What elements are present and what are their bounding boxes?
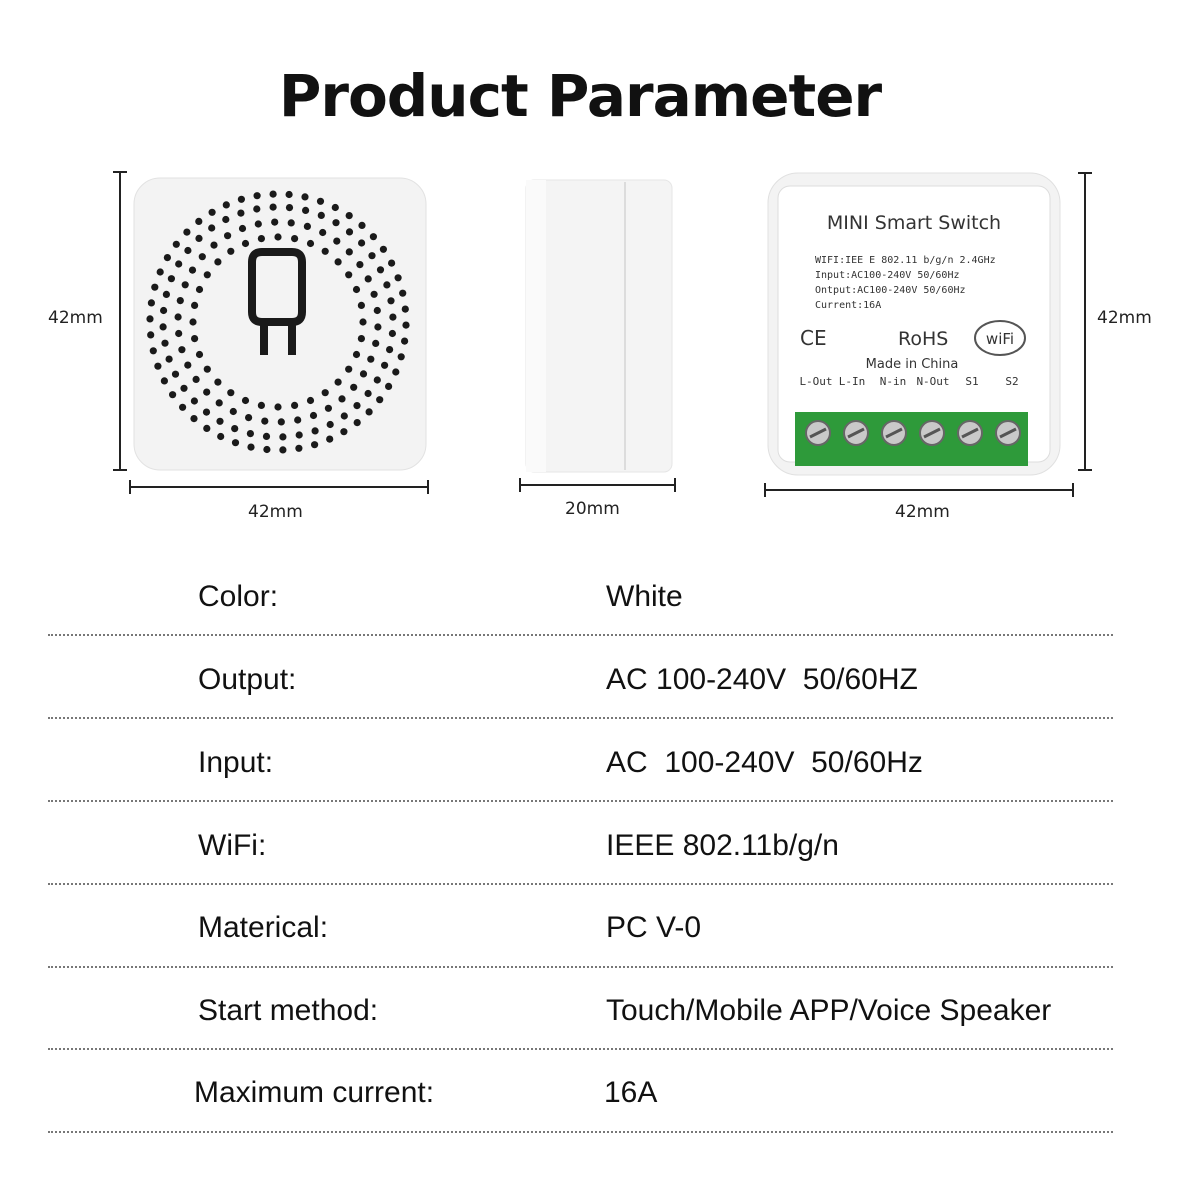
speaker-dot: [286, 204, 293, 211]
speaker-dot: [353, 351, 360, 358]
speaker-dot: [317, 198, 324, 205]
speaker-dot: [374, 323, 381, 330]
speaker-dot: [191, 335, 198, 342]
speaker-dot: [392, 368, 399, 375]
speaker-dot: [146, 315, 153, 322]
speaker-dot: [338, 395, 345, 402]
speaker-dot: [177, 297, 184, 304]
speaker-dot: [333, 238, 340, 245]
speaker-dot: [386, 346, 393, 353]
speaker-dot: [238, 196, 245, 203]
speaker-dot: [353, 286, 360, 293]
speaker-dot: [332, 219, 339, 226]
speaker-dot: [173, 241, 180, 248]
speaker-dot: [230, 408, 237, 415]
terminal-label: L-Out: [799, 375, 833, 388]
speaker-dot: [237, 210, 244, 217]
screw-icon: [996, 421, 1020, 445]
speaker-dot: [175, 313, 182, 320]
speaker-dot: [376, 396, 383, 403]
row-divider: [48, 800, 1113, 802]
speaker-dot: [345, 271, 352, 278]
spec-label-color: Color:: [198, 580, 279, 613]
speaker-dot: [214, 258, 221, 265]
speaker-dot: [270, 204, 277, 211]
device-output-line: Ontput:AC100-240V 50/60Hz: [815, 285, 966, 296]
speaker-dot: [274, 233, 281, 240]
speaker-dot: [157, 268, 164, 275]
speaker-dot: [304, 223, 311, 230]
speaker-dot: [377, 266, 384, 273]
made-in-label: Made in China: [865, 357, 959, 372]
speaker-dot: [208, 224, 215, 231]
speaker-dot: [358, 335, 365, 342]
speaker-dot: [253, 205, 260, 212]
speaker-dot: [199, 253, 206, 260]
speaker-dot: [389, 314, 396, 321]
speaker-dot: [263, 433, 270, 440]
speaker-dot: [164, 254, 171, 261]
speaker-dot: [261, 418, 268, 425]
front-height-dimension: 42mm: [48, 308, 103, 328]
wifi-badge-icon: [975, 321, 1025, 355]
rohs-mark: RoHS: [898, 328, 949, 350]
speaker-dot: [358, 239, 365, 246]
terminal-label: S2: [1005, 375, 1019, 388]
spec-label-max-current: Maximum current:: [194, 1076, 435, 1109]
speaker-dot: [374, 307, 381, 314]
speaker-dot: [150, 347, 157, 354]
screw-icon: [958, 421, 982, 445]
speaker-dot: [175, 260, 182, 267]
speaker-dot: [327, 421, 334, 428]
ce-mark: CE: [800, 326, 827, 350]
speaker-dot: [222, 216, 229, 223]
speaker-dot: [172, 371, 179, 378]
speaker-dot: [203, 389, 210, 396]
speaker-dot: [326, 436, 333, 443]
speaker-dot: [341, 412, 348, 419]
speaker-dot: [383, 281, 390, 288]
speaker-dot: [350, 384, 357, 391]
speaker-dot: [335, 258, 342, 265]
speaker-dot: [189, 318, 196, 325]
speaker-dot: [402, 306, 409, 313]
speaker-dot: [204, 271, 211, 278]
speaker-dot: [372, 340, 379, 347]
speaker-dot: [322, 389, 329, 396]
speaker-dot: [227, 389, 234, 396]
speaker-dot: [254, 192, 261, 199]
speaker-dot: [263, 446, 270, 453]
terminal-label: N-Out: [916, 375, 950, 388]
speaker-dot: [307, 240, 314, 247]
speaker-dot: [151, 284, 158, 291]
speaker-dot: [224, 232, 231, 239]
speaker-dot: [398, 353, 405, 360]
spec-value-output: AC 100-240V 50/60HZ: [606, 663, 918, 696]
speaker-dot: [214, 379, 221, 386]
speaker-dot: [311, 441, 318, 448]
speaker-dot: [301, 193, 308, 200]
terminal-label: L-In: [838, 375, 866, 388]
speaker-dot: [227, 248, 234, 255]
speaker-dot: [365, 275, 372, 282]
front-width-dimension: 42mm: [248, 502, 303, 522]
speaker-dot: [166, 356, 173, 363]
speaker-dot: [175, 330, 182, 337]
speaker-dot: [318, 212, 325, 219]
speaker-dot: [209, 209, 216, 216]
speaker-dot: [179, 404, 186, 411]
device-wifi-line: WIFI:IEE E 802.11 b/g/n 2.4GHz: [815, 255, 996, 266]
spec-value-material: PC V-0: [606, 911, 702, 944]
speaker-dot: [312, 427, 319, 434]
screw-icon: [844, 421, 868, 445]
speaker-dot: [148, 299, 155, 306]
speaker-dot: [193, 376, 200, 383]
speaker-dot: [195, 235, 202, 242]
speaker-dot: [380, 246, 387, 253]
speaker-dot: [190, 415, 197, 422]
speaker-dot: [258, 235, 265, 242]
speaker-dot: [161, 377, 168, 384]
speaker-dot: [216, 418, 223, 425]
speaker-dot: [358, 302, 365, 309]
row-divider: [48, 1048, 1113, 1050]
speaker-dot: [278, 418, 285, 425]
device-input-line: Input:AC100-240V 50/60Hz: [815, 270, 960, 281]
speaker-dot: [271, 219, 278, 226]
speaker-dot: [184, 362, 191, 369]
speaker-dot: [231, 425, 238, 432]
speaker-dot: [319, 229, 326, 236]
speaker-dot: [191, 397, 198, 404]
speaker-dot: [370, 233, 377, 240]
side-device-body: [526, 180, 672, 472]
speaker-dot: [203, 409, 210, 416]
speaker-dot: [180, 385, 187, 392]
speaker-dot: [270, 191, 277, 198]
speaker-dot: [310, 412, 317, 419]
spec-value-color: White: [606, 580, 683, 613]
speaker-dot: [232, 439, 239, 446]
speaker-dot: [291, 402, 298, 409]
speaker-dot: [178, 346, 185, 353]
row-divider: [48, 634, 1113, 636]
speaker-dot: [401, 338, 408, 345]
spec-value-start-method: Touch/Mobile APP/Voice Speaker: [606, 994, 1052, 1027]
speaker-dot: [210, 242, 217, 249]
speaker-dot: [239, 225, 246, 232]
speaker-dot: [242, 240, 249, 247]
terminal-block: [795, 412, 1028, 466]
speaker-dot: [183, 229, 190, 236]
speaker-dot: [247, 444, 254, 451]
speaker-dot: [154, 363, 161, 370]
back-width-dimension: 42mm: [895, 502, 950, 522]
screw-icon: [920, 421, 944, 445]
back-view: [765, 173, 1092, 497]
speaker-dot: [247, 430, 254, 437]
speaker-dot: [371, 291, 378, 298]
speaker-dot: [325, 405, 332, 412]
speaker-dot: [346, 212, 353, 219]
svg-text:wiFi: wiFi: [985, 330, 1015, 348]
speaker-dot: [274, 403, 281, 410]
speaker-dot: [295, 445, 302, 452]
back-height-dimension: 42mm: [1097, 308, 1152, 328]
speaker-dot: [302, 207, 309, 214]
speaker-dot: [388, 260, 395, 267]
speaker-dot: [169, 391, 176, 398]
speaker-dot: [354, 419, 361, 426]
row-divider: [48, 1131, 1113, 1133]
speaker-dot: [160, 307, 167, 314]
device-name-label: MINI Smart Switch: [826, 212, 1002, 234]
spec-label-output: Output:: [198, 663, 297, 696]
speaker-dot: [258, 402, 265, 409]
row-divider: [48, 966, 1113, 968]
speaker-dot: [168, 275, 175, 282]
terminal-label: N-in: [879, 375, 907, 388]
speaker-dot: [359, 318, 366, 325]
speaker-dot: [195, 218, 202, 225]
speaker-dot: [399, 290, 406, 297]
speaker-dot: [322, 248, 329, 255]
device-current-line: Current:16A: [815, 300, 882, 311]
speaker-dot: [160, 323, 167, 330]
speaker-dot: [366, 408, 373, 415]
row-divider: [48, 883, 1113, 885]
speaker-dot: [147, 331, 154, 338]
speaker-dot: [340, 428, 347, 435]
speaker-dot: [389, 330, 396, 337]
speaker-dot: [161, 340, 168, 347]
speaker-dot: [296, 431, 303, 438]
speaker-dot: [346, 248, 353, 255]
speaker-dot: [196, 351, 203, 358]
speaker-dot: [368, 252, 375, 259]
speaker-dot: [217, 433, 224, 440]
speaker-dot: [356, 261, 363, 268]
speaker-dot: [360, 370, 367, 377]
spec-label-material: Materical:: [198, 911, 329, 944]
speaker-dot: [184, 247, 191, 254]
speaker-dot: [204, 366, 211, 373]
speaker-dot: [365, 390, 372, 397]
speaker-dot: [288, 219, 295, 226]
speaker-dot: [294, 416, 301, 423]
speaker-dot: [332, 204, 339, 211]
side-view: [520, 180, 675, 492]
speaker-dot: [191, 302, 198, 309]
speaker-dot: [387, 297, 394, 304]
row-divider: [48, 717, 1113, 719]
speaker-dot: [291, 235, 298, 242]
speaker-dot: [358, 222, 365, 229]
speaker-dot: [163, 291, 170, 298]
speaker-dot: [189, 267, 196, 274]
speaker-dot: [335, 379, 342, 386]
screw-icon: [882, 421, 906, 445]
speaker-dot: [279, 446, 286, 453]
spec-value-wifi: IEEE 802.11b/g/n: [606, 829, 839, 862]
speaker-dot: [402, 322, 409, 329]
speaker-dot: [381, 362, 388, 369]
speaker-dot: [242, 397, 249, 404]
spec-value-max-current: 16A: [604, 1076, 658, 1109]
side-depth-dimension: 20mm: [565, 499, 620, 519]
speaker-dot: [245, 414, 252, 421]
speaker-dot: [307, 397, 314, 404]
spec-label-input: Input:: [198, 746, 274, 779]
terminal-label: S1: [965, 375, 979, 388]
front-view: [113, 172, 428, 494]
product-views: [0, 0, 1200, 540]
speaker-dot: [196, 286, 203, 293]
screw-icon: [806, 421, 830, 445]
speaker-dot: [182, 281, 189, 288]
speaker-dot: [286, 191, 293, 198]
speaker-dot: [353, 402, 360, 409]
speaker-dot: [279, 433, 286, 440]
speaker-dot: [385, 383, 392, 390]
page-title: Product Parameter: [278, 62, 882, 130]
spec-value-input: AC 100-240V 50/60Hz: [606, 746, 923, 779]
speaker-dot: [255, 220, 262, 227]
speaker-dot: [223, 201, 230, 208]
spec-label-start-method: Start method:: [198, 994, 379, 1027]
speaker-dot: [346, 228, 353, 235]
speaker-dot: [345, 366, 352, 373]
speaker-dot: [216, 399, 223, 406]
speaker-dot: [374, 376, 381, 383]
speaker-dot: [203, 425, 210, 432]
speaker-dot: [367, 356, 374, 363]
spec-label-wifi: WiFi:: [198, 829, 267, 862]
speaker-dot: [395, 274, 402, 281]
